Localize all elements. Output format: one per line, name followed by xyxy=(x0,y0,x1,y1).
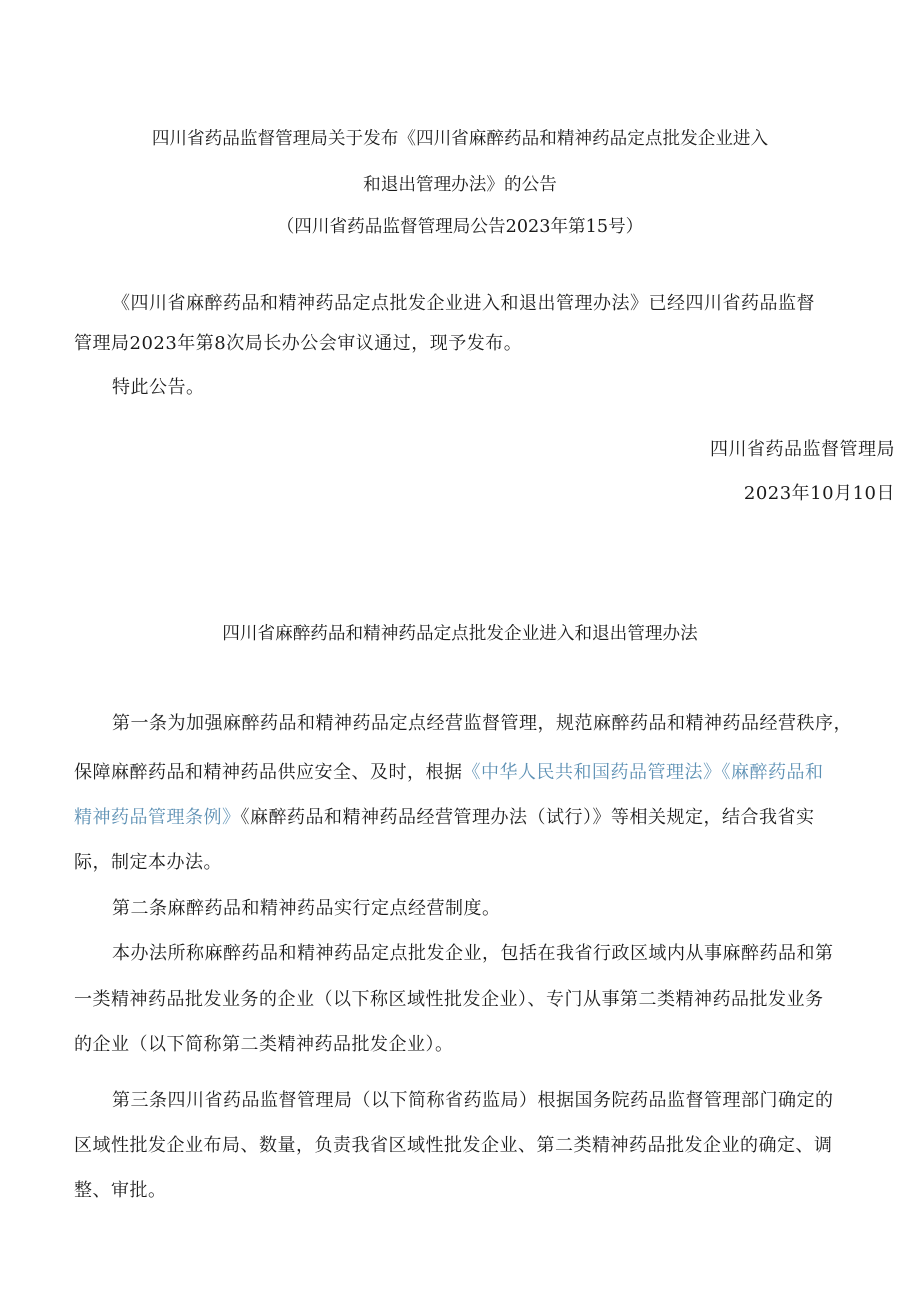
article1-line3 xyxy=(74,807,896,829)
link-narcotic-regulation-part1[interactable]: 《麻醉药品和 xyxy=(721,762,824,783)
notice-para1-line2: 管理局2023年第8次局长办公会审议通过，现予发布。 xyxy=(74,333,523,354)
notice-para1-line1: 《四川省麻醉药品和精神药品定点批发企业进入和退出管理办法》已经四川省药品监督 xyxy=(112,293,815,314)
notice-closing: 特此公告。 xyxy=(112,377,205,398)
article2-para-line1: 本办法所称麻醉药品和精神药品定点批发企业，包括在我省行政区域内从事麻醉药品和第 xyxy=(112,943,834,964)
notice-title-line1: 四川省药品监督管理局关于发布《四川省麻醉药品和精神药品定点批发企业进入 xyxy=(151,129,769,149)
link-drug-administration-law[interactable]: 《中华人民共和国药品管理法》 xyxy=(462,762,722,783)
article1-line2-text: 保障麻醉药品和精神药品供应安全、及时，根据 xyxy=(74,762,463,783)
notice-signer: 四川省药品监督管理局 xyxy=(710,439,895,460)
notice-title-line2: 和退出管理办法》的公告 xyxy=(363,175,557,195)
article3-line2: 区域性批发企业布局、数量，负责我省区域性批发企业、第二类精神药品批发企业的确定、调 xyxy=(74,1135,833,1156)
link-narcotic-regulation-part2[interactable]: 精神药品管理条例》 xyxy=(74,807,241,828)
notice-doc-number: （四川省药品监督管理局公告2023年第15号） xyxy=(276,217,644,237)
article1-line1: 第一条为加强麻醉药品和精神药品定点经营监督管理，规范麻醉药品和精神药品经营秩序， xyxy=(112,713,852,734)
article3-line3: 整、审批。 xyxy=(74,1180,167,1201)
notice-date: 2023年10月10日 xyxy=(743,483,895,504)
article2-para-line3: 的企业（以下简称第二类精神药品批发企业）。 xyxy=(74,1034,454,1055)
article1-line2 xyxy=(74,762,896,784)
article1-line3-text: 《麻醉药品和精神药品经营管理办法（试行）》等相关规定，结合我省实 xyxy=(240,807,815,828)
regulation-title: 四川省麻醉药品和精神药品定点批发企业进入和退出管理办法 xyxy=(222,624,698,644)
article3-line1: 第三条四川省药品监督管理局（以下简称省药监局）根据国务院药品监督管理部门确定的 xyxy=(112,1090,834,1111)
article1-line4: 际，制定本办法。 xyxy=(74,852,222,873)
article2-para-line2: 一类精神药品批发业务的企业（以下称区域性批发企业）、专门从事第二类精神药品批发业务 xyxy=(74,989,824,1010)
article2-line1: 第二条麻醉药品和精神药品实行定点经营制度。 xyxy=(112,898,501,919)
